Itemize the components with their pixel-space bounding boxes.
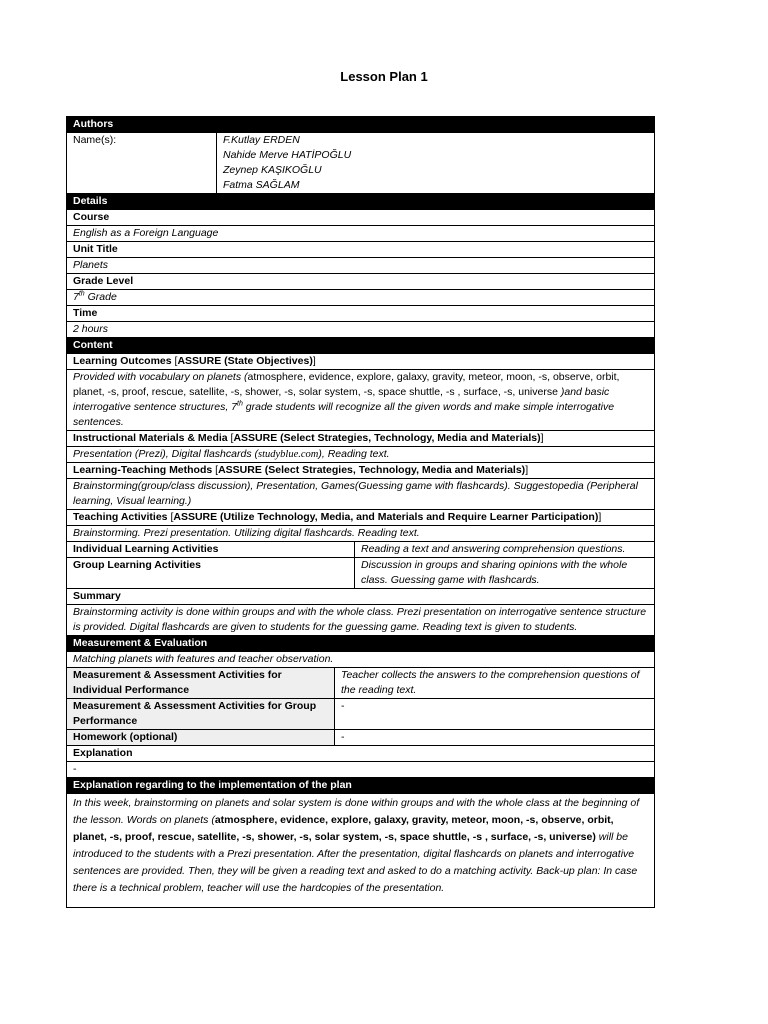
materials-label	[67, 431, 655, 447]
group-activities-value: Discussion in groups and sharing opinions with the whole class. Guessing game with flashcards.	[355, 558, 655, 589]
explanation-label: Explanation	[67, 746, 655, 762]
outcomes-vocabulary: atmosphere, evidence, explore, galaxy, gravity, meteor, moon, -s, observe, orbit, planet, -s, proof, rescue, satellite, -s, shower, -s, solar system, -s, space shuttle, -s , surface, -s, universe	[73, 371, 620, 398]
explanation-value: -	[67, 762, 655, 778]
label-text: Teaching Activities	[73, 511, 171, 523]
author-name: Nahide Merve HATİPOĞLU	[223, 149, 352, 161]
homework-label: Homework (optional)	[67, 730, 335, 746]
measurement-intro: Matching planets with features and teacher observation.	[67, 652, 655, 668]
individual-activities-label: Individual Learning Activities	[67, 542, 355, 558]
assure-tag: [ASSURE (State Objectives)]	[174, 355, 316, 367]
methods-text: Brainstorming(group/class discussion), Presentation, Games(Guessing game with flashcards). Suggestopedia (Peripheral learning, Visual learning.)	[67, 479, 655, 510]
unit-title-value: Planets	[67, 258, 655, 274]
individual-assessment-value: Teacher collects the answers to the comprehension questions of the reading text.	[335, 668, 655, 699]
teaching-activities-text: Brainstorming. Prezi presentation. Utilizing digital flashcards. Reading text.	[67, 526, 655, 542]
label-text: Learning-Teaching Methods	[73, 464, 216, 476]
grade-number: 7	[73, 291, 79, 303]
group-assessment-label: Measurement & Assessment Activities for Group Performance	[67, 699, 335, 730]
group-assessment-value: -	[335, 699, 655, 730]
materials-part: ), Reading text.	[318, 448, 390, 460]
grade-level-label: Grade Level	[67, 274, 655, 290]
grade-suffix: th	[78, 290, 85, 298]
time-value: 2 hours	[67, 322, 655, 338]
homework-value: -	[335, 730, 655, 746]
names-label: Name(s):	[67, 133, 217, 194]
lesson-plan-table	[66, 116, 655, 908]
section-implementation: Explanation regarding to the implementation of the plan	[67, 778, 655, 794]
materials-text	[67, 447, 655, 463]
section-details: Details	[67, 194, 655, 210]
summary-label: Summary	[67, 589, 655, 605]
section-authors: Authors	[67, 117, 655, 133]
individual-assessment-label: Measurement & Assessment Activities for Individual Performance	[67, 668, 335, 699]
label-text: Instructional Materials & Media	[73, 432, 231, 444]
materials-part: Presentation (Prezi), Digital flashcards (	[73, 448, 258, 460]
learning-outcomes-label	[67, 354, 655, 370]
author-name: Fatma SAĞLAM	[223, 179, 300, 191]
group-activities-label: Group Learning Activities	[67, 558, 355, 589]
assure-tag: [ASSURE (Select Strategies, Technology, Media and Materials)]	[215, 464, 529, 476]
outcomes-sup: th	[237, 400, 243, 408]
teaching-activities-label	[67, 510, 655, 526]
author-name: F.Kutlay ERDEN	[223, 134, 300, 146]
summary-text: Brainstorming activity is done within groups and with the whole class. Prezi presentation on interrogative sentence structure is provided. Digital flashcards are given to students for the guessing game. Reading text is given to students.	[67, 605, 655, 636]
assure-tag: [ASSURE (Select Strategies, Technology, Media and Materials)]	[230, 432, 544, 444]
grade-level-value	[67, 290, 655, 306]
course-label: Course	[67, 210, 655, 226]
author-name: Zeynep KAŞIKOĞLU	[223, 164, 322, 176]
implementation-text	[67, 794, 655, 908]
assure-tag: [ASSURE (Utilize Technology, Media, and Materials and Require Learner Participation)]	[170, 511, 602, 523]
materials-site: studyblue.com	[258, 449, 319, 460]
section-content: Content	[67, 338, 655, 354]
grade-word: Grade	[84, 291, 117, 303]
course-value: English as a Foreign Language	[67, 226, 655, 242]
implementation-part: will be introduced to the students with a Prezi presentation. After the presentation, digital flashcards on planets and interrogative sentences are provided. Then, they will be given a reading text and asked to do a matching activity. Back-up plan: In case there is a technical problem, teacher will use the hardcopies of the presentation.	[73, 831, 638, 894]
unit-title-label: Unit Title	[67, 242, 655, 258]
implementation-vocabulary: atmosphere, evidence, explore, galaxy, gravity, meteor, moon, -s, observe, orbit, planet, -s, proof, rescue, satellite, -s, shower, -s, solar system, -s, space shuttle, -s , surface, -s, universe)	[73, 814, 614, 843]
page-title: Lesson Plan 1	[340, 69, 428, 84]
label-text: Learning Outcomes	[73, 355, 175, 367]
outcomes-part: grade students will recognize all the given words and make simple interrogative sentences.	[73, 401, 615, 428]
time-label: Time	[67, 306, 655, 322]
outcomes-part: )and basic interrogative sentence structures, 7	[73, 386, 610, 413]
section-measurement: Measurement & Evaluation	[67, 636, 655, 652]
implementation-part: In this week, brainstorming on planets and solar system is done within groups and with the whole class at the beginning of the lesson. Words on planets (	[73, 797, 640, 826]
learning-outcomes-text	[67, 370, 655, 431]
methods-label	[67, 463, 655, 479]
outcomes-part: Provided with vocabulary on planets (	[73, 371, 248, 383]
individual-activities-value: Reading a text and answering comprehension questions.	[355, 542, 655, 558]
authors-list	[217, 133, 655, 194]
